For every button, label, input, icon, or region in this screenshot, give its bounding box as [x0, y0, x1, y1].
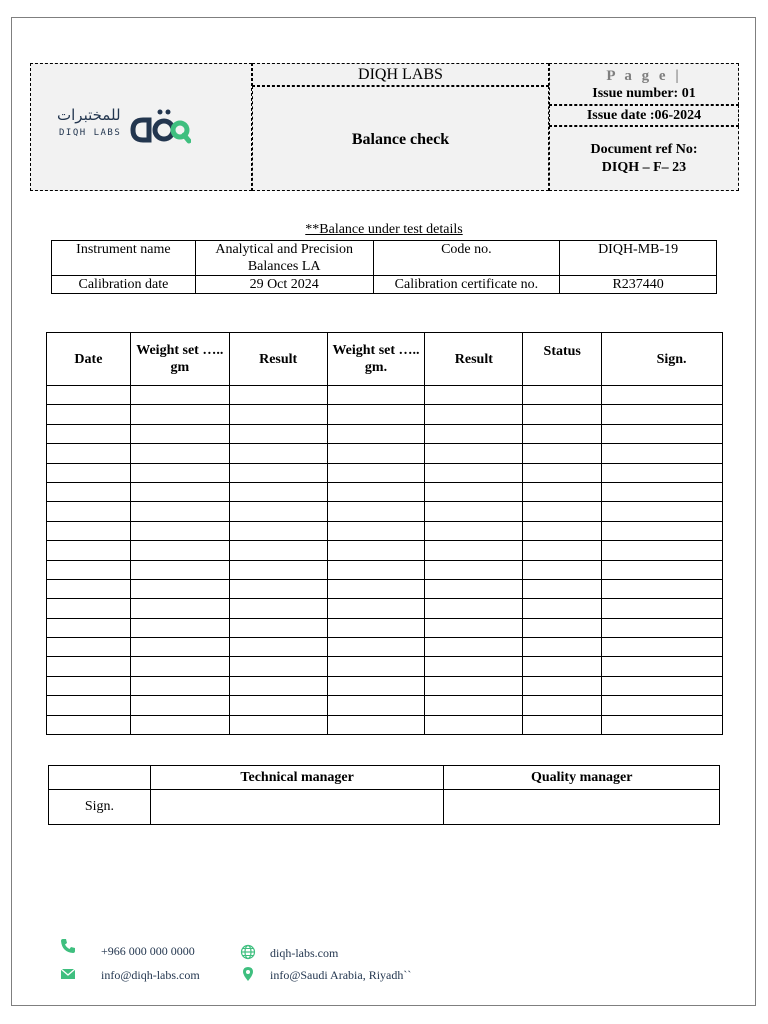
weight-set-2-cell[interactable]	[327, 463, 425, 482]
issue-number: Issue number: 01	[592, 86, 696, 101]
log-row	[47, 638, 723, 657]
weight-set-1-cell[interactable]	[130, 579, 229, 598]
weight-set-2-cell[interactable]	[327, 618, 425, 637]
weight-set-2-cell[interactable]	[327, 696, 425, 715]
status-cell[interactable]	[523, 424, 602, 443]
log-row	[47, 444, 723, 463]
technical-manager-signature[interactable]	[150, 790, 444, 825]
weight-set-2-cell[interactable]	[327, 676, 425, 695]
result-2-cell[interactable]	[425, 676, 523, 695]
result-2-cell[interactable]	[425, 424, 523, 443]
weight-set-1-cell[interactable]	[130, 638, 229, 657]
sign-header: Sign.	[602, 333, 723, 386]
document-ref-label: Document ref No:	[590, 142, 698, 157]
status-cell[interactable]	[523, 696, 602, 715]
sign-cell[interactable]	[602, 386, 723, 405]
log-row	[47, 424, 723, 443]
weight-set-1-cell[interactable]	[130, 696, 229, 715]
weight-set-2-cell[interactable]	[327, 405, 425, 424]
weight-set-2-cell[interactable]	[327, 386, 425, 405]
result-1-cell[interactable]	[229, 386, 327, 405]
result-1-cell[interactable]	[229, 541, 327, 560]
log-row	[47, 657, 723, 676]
logo-mark-icon	[129, 106, 191, 152]
code-no-label: Code no.	[373, 241, 560, 276]
status-cell[interactable]	[523, 541, 602, 560]
result-1-cell[interactable]	[229, 405, 327, 424]
logo-arabic-text: للمختبرات	[57, 106, 121, 124]
status-cell[interactable]	[523, 482, 602, 501]
status-cell[interactable]	[523, 444, 602, 463]
status-cell[interactable]	[523, 502, 602, 521]
date-cell[interactable]	[47, 502, 131, 521]
result-2-cell[interactable]	[425, 521, 523, 540]
sign-cell[interactable]	[602, 618, 723, 637]
result-2-header: Result	[425, 333, 523, 386]
signature-blank-header	[49, 766, 151, 790]
date-cell[interactable]	[47, 579, 131, 598]
sign-cell[interactable]	[602, 657, 723, 676]
result-1-cell[interactable]	[229, 599, 327, 618]
log-header-row	[47, 333, 723, 386]
status-cell[interactable]	[523, 715, 602, 734]
date-cell[interactable]	[47, 638, 131, 657]
result-1-cell[interactable]	[229, 657, 327, 676]
status-header: Status	[523, 333, 602, 386]
page-label: P a g e |	[606, 68, 682, 84]
result-1-header: Result	[229, 333, 327, 386]
weight-set-2-cell[interactable]	[327, 424, 425, 443]
quality-manager-signature[interactable]	[444, 790, 720, 825]
log-row	[47, 618, 723, 637]
result-2-cell[interactable]	[425, 696, 523, 715]
date-cell[interactable]	[47, 676, 131, 695]
calibration-certificate-label: Calibration certificate no.	[373, 276, 560, 294]
weight-set-1-cell[interactable]	[130, 405, 229, 424]
result-2-cell[interactable]	[425, 715, 523, 734]
date-cell[interactable]	[47, 599, 131, 618]
status-cell[interactable]	[523, 521, 602, 540]
result-1-cell[interactable]	[229, 579, 327, 598]
globe-icon	[240, 944, 256, 960]
log-row	[47, 676, 723, 695]
issue-date: Issue date :06-2024	[549, 105, 739, 126]
weight-set-2-cell[interactable]	[327, 579, 425, 598]
weight-set-1-cell[interactable]	[130, 560, 229, 579]
document-header	[30, 63, 739, 191]
date-cell[interactable]	[47, 541, 131, 560]
result-2-cell[interactable]	[425, 386, 523, 405]
phone-icon	[60, 938, 76, 954]
date-cell[interactable]	[47, 618, 131, 637]
envelope-icon	[60, 966, 76, 982]
details-row-2	[52, 276, 717, 294]
instrument-name-label: Instrument name	[52, 241, 196, 276]
date-cell[interactable]	[47, 444, 131, 463]
log-row	[47, 386, 723, 405]
log-row	[47, 463, 723, 482]
weight-set-1-cell[interactable]	[130, 444, 229, 463]
sign-cell[interactable]	[602, 676, 723, 695]
log-row	[47, 560, 723, 579]
location-pin-icon	[240, 966, 256, 982]
form-title: Balance check	[252, 86, 549, 191]
weight-set-2-cell[interactable]	[327, 521, 425, 540]
date-header: Date	[47, 333, 131, 386]
result-2-cell[interactable]	[425, 618, 523, 637]
date-cell[interactable]	[47, 715, 131, 734]
signature-row	[49, 790, 720, 825]
result-1-cell[interactable]	[229, 618, 327, 637]
calibration-date-value: 29 Oct 2024	[195, 276, 373, 294]
log-row	[47, 521, 723, 540]
sign-cell[interactable]	[602, 638, 723, 657]
sign-cell[interactable]	[602, 502, 723, 521]
result-2-cell[interactable]	[425, 541, 523, 560]
result-1-cell[interactable]	[229, 696, 327, 715]
quality-manager-header: Quality manager	[444, 766, 720, 790]
weight-set-2-cell[interactable]	[327, 560, 425, 579]
result-2-cell[interactable]	[425, 657, 523, 676]
date-cell[interactable]	[47, 482, 131, 501]
result-2-cell[interactable]	[425, 579, 523, 598]
result-1-cell[interactable]	[229, 482, 327, 501]
document-ref-value: DIQH – F– 23	[601, 160, 687, 175]
result-1-cell[interactable]	[229, 502, 327, 521]
document-ref-cell	[549, 126, 739, 191]
sign-cell[interactable]	[602, 444, 723, 463]
signature-table	[48, 765, 720, 825]
sign-cell[interactable]	[602, 696, 723, 715]
weight-set-1-cell[interactable]	[130, 386, 229, 405]
weight-set-1-cell[interactable]	[130, 482, 229, 501]
date-cell[interactable]	[47, 424, 131, 443]
sign-cell[interactable]	[602, 579, 723, 598]
weight-set-1-cell[interactable]	[130, 599, 229, 618]
date-cell[interactable]	[47, 521, 131, 540]
sign-cell[interactable]	[602, 424, 723, 443]
status-cell[interactable]	[523, 386, 602, 405]
date-cell[interactable]	[47, 657, 131, 676]
result-2-cell[interactable]	[425, 405, 523, 424]
result-1-cell[interactable]	[229, 676, 327, 695]
status-cell[interactable]	[523, 579, 602, 598]
weight-set-2-cell[interactable]	[327, 502, 425, 521]
company-logo	[57, 106, 227, 152]
sign-cell[interactable]	[602, 560, 723, 579]
result-2-cell[interactable]	[425, 599, 523, 618]
calibration-certificate-value: R237440	[560, 276, 717, 294]
signature-header-row	[49, 766, 720, 790]
log-row	[47, 599, 723, 618]
sign-cell[interactable]	[602, 715, 723, 734]
weight-set-2-cell[interactable]	[327, 638, 425, 657]
sign-cell[interactable]	[602, 541, 723, 560]
website-link[interactable]: diqh-labs.com	[270, 946, 339, 960]
lab-name: DIQH LABS	[252, 63, 549, 86]
weight-set-1-cell[interactable]	[130, 541, 229, 560]
page-issue-cell	[549, 63, 739, 105]
date-cell[interactable]	[47, 696, 131, 715]
log-table-body	[47, 386, 723, 735]
log-row	[47, 696, 723, 715]
status-cell[interactable]	[523, 463, 602, 482]
status-cell[interactable]	[523, 618, 602, 637]
date-cell[interactable]	[47, 560, 131, 579]
technical-manager-header: Technical manager	[150, 766, 444, 790]
result-2-cell[interactable]	[425, 463, 523, 482]
sign-cell[interactable]	[602, 463, 723, 482]
weight-set-2-cell[interactable]	[327, 599, 425, 618]
weight-set-1-cell[interactable]	[130, 618, 229, 637]
logo-english-text: DIQH LABS	[59, 128, 122, 138]
balance-check-log-table	[46, 332, 723, 735]
status-cell[interactable]	[523, 638, 602, 657]
weight-set-2-cell[interactable]	[327, 715, 425, 734]
weight-set-1-cell[interactable]	[130, 463, 229, 482]
weight-set-1-cell[interactable]	[130, 715, 229, 734]
weight-set-1-cell[interactable]	[130, 676, 229, 695]
sign-cell[interactable]	[602, 521, 723, 540]
weight-set-1-cell[interactable]	[130, 502, 229, 521]
balance-details-table	[51, 240, 717, 294]
result-1-cell[interactable]	[229, 715, 327, 734]
weight-set-1-header: Weight set ….. gm	[130, 333, 229, 386]
weight-set-2-cell[interactable]	[327, 541, 425, 560]
details-title: **Balance under test details	[305, 222, 463, 237]
result-1-cell[interactable]	[229, 463, 327, 482]
phone-number: +966 000 000 0000	[101, 944, 195, 958]
date-cell[interactable]	[47, 405, 131, 424]
calibration-date-label: Calibration date	[52, 276, 196, 294]
log-row	[47, 541, 723, 560]
log-row	[47, 482, 723, 501]
weight-set-1-cell[interactable]	[130, 521, 229, 540]
result-2-cell[interactable]	[425, 638, 523, 657]
status-cell[interactable]	[523, 405, 602, 424]
weight-set-1-cell[interactable]	[130, 424, 229, 443]
address-text: info@Saudi Arabia, Riyadh``	[270, 968, 412, 982]
result-1-cell[interactable]	[229, 521, 327, 540]
sign-label: Sign.	[49, 790, 151, 825]
result-1-cell[interactable]	[229, 444, 327, 463]
code-no-value: DIQH-MB-19	[560, 241, 717, 276]
log-row	[47, 715, 723, 734]
log-row	[47, 579, 723, 598]
status-cell[interactable]	[523, 676, 602, 695]
instrument-name-value: Analytical and Precision Balances LA	[195, 241, 373, 276]
weight-set-1-cell[interactable]	[130, 657, 229, 676]
weight-set-2-cell[interactable]	[327, 482, 425, 501]
date-cell[interactable]	[47, 386, 131, 405]
result-1-cell[interactable]	[229, 424, 327, 443]
result-2-cell[interactable]	[425, 502, 523, 521]
date-cell[interactable]	[47, 463, 131, 482]
result-1-cell[interactable]	[229, 638, 327, 657]
weight-set-2-cell[interactable]	[327, 444, 425, 463]
sign-cell[interactable]	[602, 405, 723, 424]
sign-cell[interactable]	[602, 482, 723, 501]
logo-cell	[30, 63, 252, 191]
email-link[interactable]: info@diqh-labs.com	[101, 968, 200, 982]
result-2-cell[interactable]	[425, 560, 523, 579]
log-row	[47, 405, 723, 424]
result-1-cell[interactable]	[229, 560, 327, 579]
log-row	[47, 502, 723, 521]
sign-cell[interactable]	[602, 599, 723, 618]
weight-set-2-cell[interactable]	[327, 657, 425, 676]
weight-set-2-header: Weight set ….. gm.	[327, 333, 425, 386]
status-cell[interactable]	[523, 657, 602, 676]
result-2-cell[interactable]	[425, 444, 523, 463]
details-row-1	[52, 241, 717, 276]
status-cell[interactable]	[523, 599, 602, 618]
status-cell[interactable]	[523, 560, 602, 579]
result-2-cell[interactable]	[425, 482, 523, 501]
